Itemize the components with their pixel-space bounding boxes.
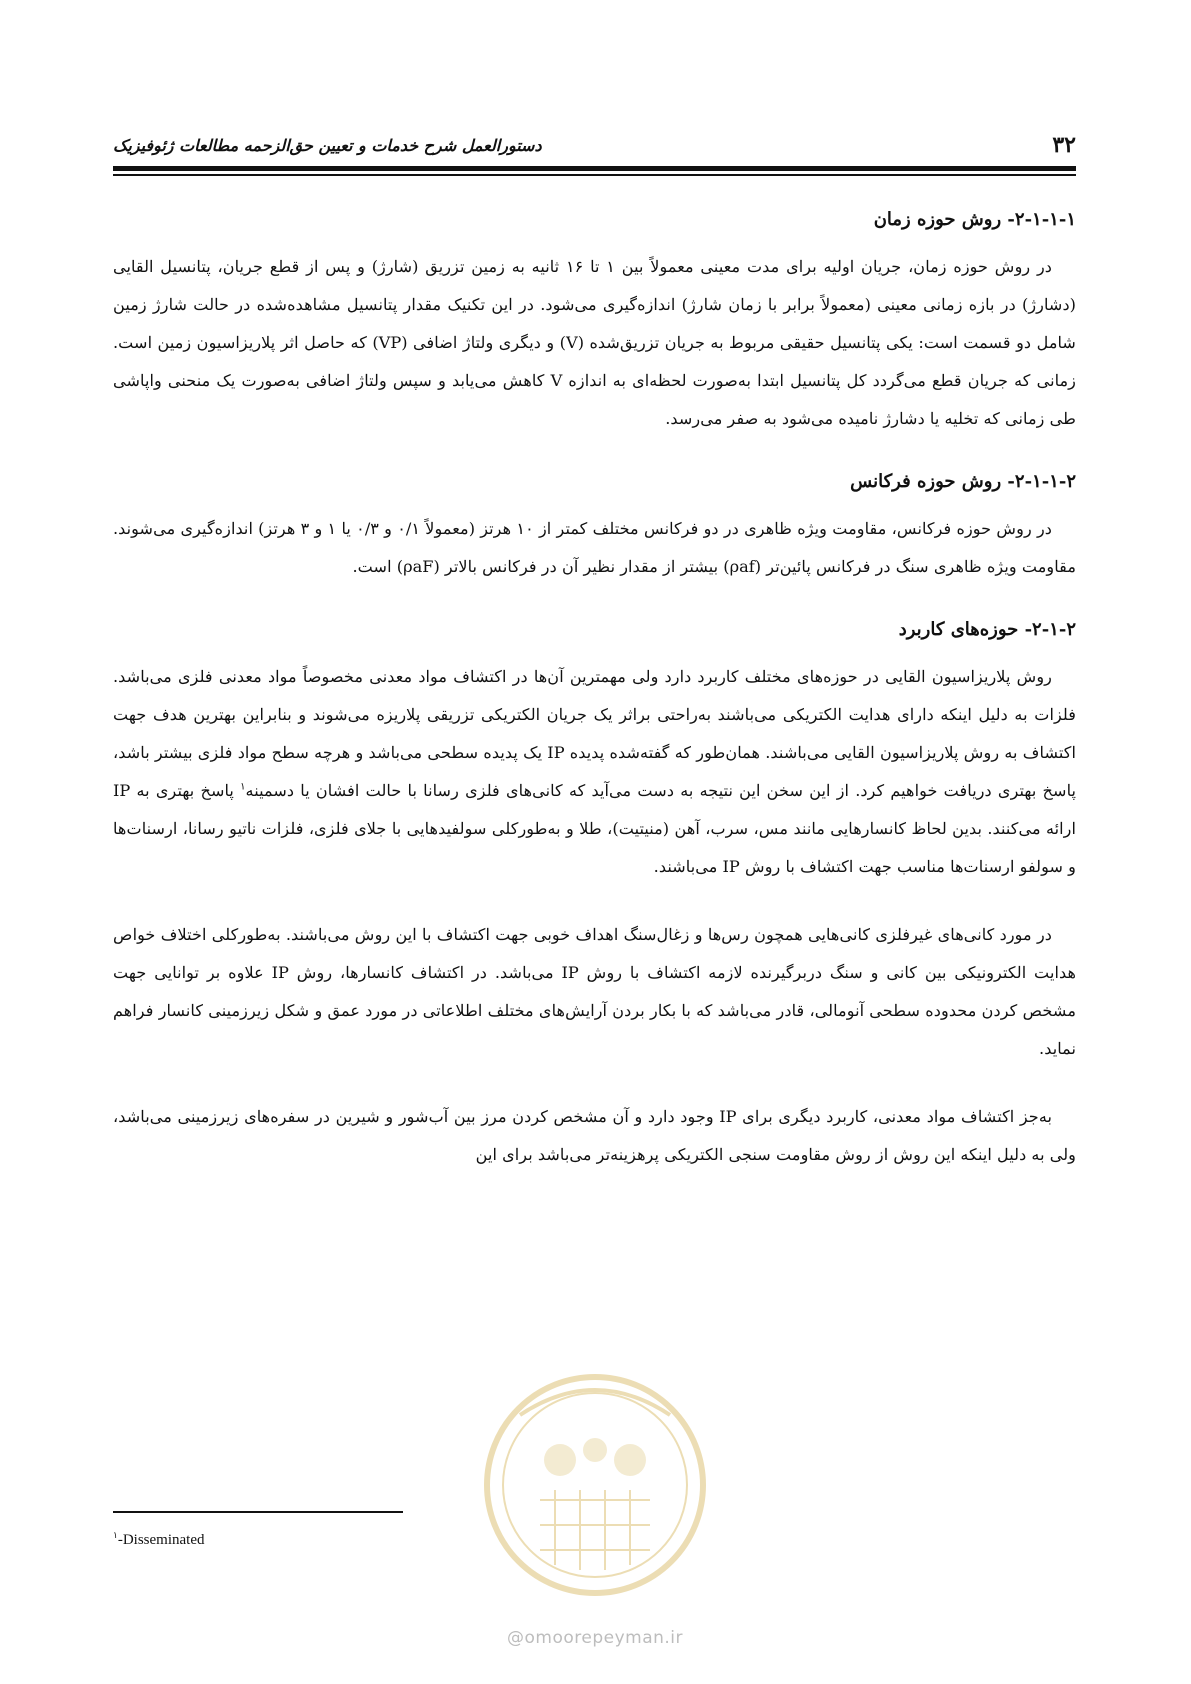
page-number: ۳۲ [1052, 132, 1076, 158]
watermark-site: @omoorepeyman.ir [506, 1628, 684, 1648]
footnote [113, 1532, 205, 1549]
section-heading-time-domain: ۲-۱-۱-۱- روش حوزه زمان [873, 209, 1076, 230]
footnote-reference[interactable]: ۱ [240, 781, 246, 793]
paragraph-applications-2: در مورد کانی‌های غیرفلزی کانی‌هایی همچون رس‌ها و زغال‌سنگ اهداف خوبی جهت اکتشاف با این روش می‌باشند. به‌طورکلی اختلاف خواص هدایت الکترونیکی بین کانی و سنگ دربرگیرنده لازمه اکتشاف با روش IP می‌باشد. در اکتشاف کانسارها، روش IP علاوه بر توانایی جهت مشخص کردن محدوده سطحی آنومالی، قادر می‌باشد که با بکار بردن آرایش‌های مختلف اطلاعاتی در مورد عمق و شکل زیرزمینی کانسار فراهم نماید. [113, 925, 1076, 1058]
header-rule-thin [113, 174, 1076, 176]
paragraph-applications-1-part-b: پاسخ بهتری به IP ارائه می‌کنند. بدین لحاظ کانسارهایی مانند مس، سرب، آهن (منیتیت)، طلا و به‌طورکلی سولفیدهایی با جلای فلزی، فلزات ناتیو رسانا، ارسنات‌ها و سولفو ارسنات‌ها مناسب جهت اکتشاف با روش IP می‌باشند. [113, 781, 1076, 876]
paragraph-applications-1-part-a: روش پلاریزاسیون القایی در حوزه‌های مختلف کاربرد دارد ولی مهمترین آن‌ها در اکتشاف مواد معدنی مخصوصاً مواد معدنی فلزی می‌باشد. فلزات به دلیل اینکه دارای هدایت الکتریکی می‌باشند به‌راحتی براثر یک جریان الکتریکی تزریقی پلاریزه می‌شوند و بنابراین بهترین هدف جهت اکتشاف به روش پلاریزاسیون القایی می‌باشند. همان‌طور که گفته‌شده پدیده IP یک پدیده سطحی می‌باشد و هرچه سطح مواد فلزی بیشتر باشد، پاسخ بهتری دریافت خواهیم کرد. از این سخن این نتیجه به دست می‌آید که کانی‌های فلزی رسانا با حالت افشان یا دسمینه [113, 667, 1077, 800]
paragraph-time-domain: در روش حوزه زمان، جریان اولیه برای مدت معینی معمولاً بین ۱ تا ۱۶ ثانیه به زمین تزریق (شارژ) و پس از قطع جریان، پتانسیل القایی (دشارژ) در بازه زمانی معینی (معمولاً برابر با زمان شارژ) اندازه‌گیری می‌شود. در این تکنیک مقدار پتانسیل مشاهده‌شده در حالت شارژ زمین شامل دو قسمت است: یکی پتانسیل حقیقی مربوط به جریان تزریق‌شده (V) و دیگری ولتاژ اضافی (VP) که حاصل اثر پلاریزاسیون زمین است. زمانی که جریان قطع می‌گردد کل پتانسیل ابتدا به‌صورت لحظه‌ای به اندازه V کاهش می‌یابد و سپس ولتاژ اضافی به‌صورت یک منحنی واپاشی طی زمانی که تخلیه یا دشارژ نامیده می‌شود به صفر می‌رسد. [113, 257, 1076, 428]
paragraph-applications-1 [113, 658, 1076, 886]
watermark-logo [480, 1360, 710, 1610]
header-rule-thick [113, 166, 1076, 171]
footnote-text: -Disseminated [117, 1532, 205, 1548]
paragraph-frequency-domain: در روش حوزه فرکانس، مقاومت ویژه ظاهری در دو فرکانس مختلف کمتر از ۱۰ هرتز (معمولاً ۰/۱ و ۰/۳ یا ۱ و ۳ هرتز) اندازه‌گیری می‌شوند. مقاومت ویژه ظاهری سنگ در فرکانس پائین‌تر (ρaf) بیشتر از مقدار نظیر آن در فرکانس بالاتر (ρaF) است. [113, 519, 1076, 576]
footnote-number: ۱ [113, 1530, 118, 1540]
section-heading-applications: ۲-۱-۲- حوزه‌های کاربرد [898, 619, 1076, 640]
paragraph-applications-3: به‌جز اکتشاف مواد معدنی، کاربرد دیگری برای IP وجود دارد و آن مشخص کردن مرز بین آب‌شور و شیرین در سفره‌های زیرزمینی می‌باشد، ولی به دلیل اینکه این روش از روش مقاومت سنجی الکتریکی پرهزینه‌تر می‌باشد برای این [113, 1107, 1076, 1164]
section-heading-frequency-domain: ۲-۱-۱-۲- روش حوزه فرکانس [850, 471, 1076, 492]
footnote-rule [113, 1511, 403, 1513]
page-header [113, 118, 1076, 178]
running-title: دستورالعمل شرح خدمات و تعیین حق‌الزحمه مطالعات ژئوفیزیک [113, 136, 542, 155]
page-body [113, 206, 1076, 1190]
